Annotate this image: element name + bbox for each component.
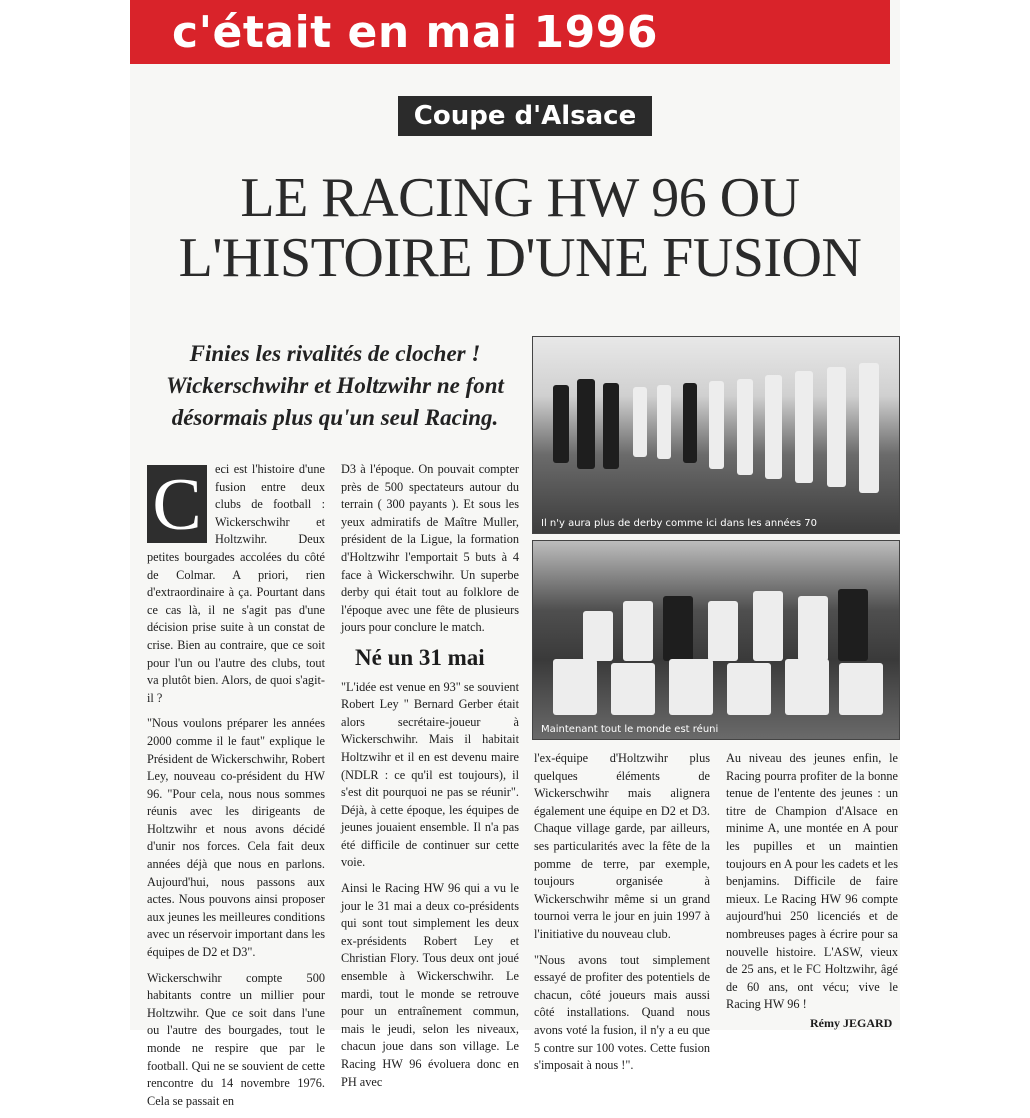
headline-line-1: LE RACING HW 96 OU — [240, 167, 800, 229]
paragraph: D3 à l'époque. On pouvait compter près de 500 spectateurs autour du terrain ( 300 payants ). Et sous les yeux admiratifs de Maître Muller, président de la Ligue, la formation d'Holtzwihr l'emportait 5 buts à 4 face à Wickerschwihr. Un superbe derby qui était tout au folklore de l'époque avec une fête de plusieurs jours pour conclure le match. — [341, 462, 519, 635]
player-figure — [683, 383, 697, 463]
deck-line-1: Finies les rivalités de clocher ! — [189, 341, 481, 366]
paragraph: Au niveau des jeunes enfin, le Racing pourra profiter de la bonne tenue de l'entente des jeunes : un titre de Champion d'Alsace en minime A, une montée en A pour les pupilles et un maintien toujours en A pour les cadets et les benjamins. Difficile de faire mieux. Le Racing HW 96 compte aujourd'hui 250 licenciés et de nombreuses pages à écrire pour sa nouvelle histoire. L'ASW, vieux de 25 ans, et le FC Holtzwihr, âgé de 60 ans, ont vécu; vive le Racing HW 96 ! — [726, 751, 898, 1012]
player-figure — [663, 596, 693, 661]
player-figure — [765, 375, 782, 479]
article-column-1 — [147, 461, 325, 1118]
player-figure — [798, 596, 828, 661]
paragraph-text: eci est l'histoire d'une fusion entre deux clubs de football : Wickerschwihr et Holtzwihr. Deux petites bourgades accolées du côté de Colmar. A priori, rien d'extraordinaire à ça. Pourtant dans ce cas là, il ne s'agit pas d'une décision prise suite à un constat de crise. Bien au contraire, que ce soit pour l'un ou l'autre des clubs, tout va plutôt bien. Alors, de quoi s'agit-il ? — [147, 462, 325, 705]
photo-caption: Il n'y aura plus de derby comme ici dans les années 70 — [541, 518, 817, 529]
player-figure — [859, 363, 879, 493]
banner-text: c'était en mai 1996 — [172, 6, 658, 58]
player-figure — [553, 385, 569, 463]
paragraph — [147, 461, 325, 707]
paragraph: "Nous avons tout simplement essayé de profiter des potentiels de chacun, côté joueurs mais aussi côté installations. Quand nous avons voté la fusion, il n'y a eu que 5 contre sur 100 votes. Cette fusion s'imposait à nous !". — [534, 952, 710, 1073]
player-figure — [577, 379, 595, 469]
headline — [140, 168, 900, 288]
player-figure — [838, 589, 868, 661]
team-photo — [532, 540, 900, 740]
player-figure — [583, 611, 613, 661]
player-figure — [669, 659, 713, 715]
headline-line-2: L'HISTOIRE D'UNE FUSION — [178, 227, 862, 289]
player-figure — [633, 387, 647, 457]
drop-cap: C — [147, 465, 207, 543]
article-column-3 — [534, 750, 710, 1083]
player-figure — [795, 371, 813, 483]
player-figure — [708, 601, 738, 661]
player-figure — [623, 601, 653, 661]
author-signature: Rémy JEGARD — [810, 1016, 893, 1030]
section-kicker: Coupe d'Alsace — [398, 96, 652, 136]
article-column-2 — [341, 461, 519, 1099]
player-figure — [737, 379, 753, 475]
paragraph: "Nous voulons préparer les années 2000 comme il le faut" explique le Président de Wickerschwihr, Robert Ley, nouveau co-président du HW 96. "Pour cela, nous nous sommes réunis avec les dirigeants de Holtzwihr et nous avons décidé d'unir nos forces. Cela fait deux années déjà que nous en parlons. Aujourd'hui, nous passons aux actes. Nous pouvons ainsi proposer aux jeunes les meilleures conditions avec un réservoir important dans les équipes de D2 et D3". — [147, 716, 325, 960]
article-column-4 — [726, 750, 898, 1022]
player-figure — [553, 659, 597, 715]
deck-line-2: Wickerschwihr et Holtzwihr ne font — [166, 373, 504, 398]
player-figure — [611, 663, 655, 715]
player-figure — [709, 381, 724, 469]
derby-photo — [532, 336, 900, 534]
paragraph: l'ex-équipe d'Holtzwihr plus quelques éléments de Wickerschwihr mais alignera également une équipe en D2 et D3. Chaque village garde, par ailleurs, ses particularités avec la fête de la pomme de terre, par exemple, toujours organisée à Wickerschwihr même si un grand tournoi verra le jour en juin 1997 à l'initiative du nouveau club. — [534, 751, 710, 941]
date-banner — [130, 0, 890, 64]
paragraph: "L'idée est venue en 93" se souvient Robert Ley " Bernard Gerber était alors secrétaire-joueur à Wickerschwihr. Mais il habitait Holtzwihr et il en est devenu maire (NDLR : ce qu'il est toujours), il s'est dit pourquoi ne pas se réunir". Déjà, à cette époque, les équipes de jeunes jouaient ensemble. Il n'a pas été difficile de continuer sur cette voie. — [341, 679, 519, 870]
player-figure — [785, 659, 829, 715]
player-figure — [839, 663, 883, 715]
paragraph: Ainsi le Racing HW 96 qui a vu le jour le 31 mai a deux co-présidents qui sont tout simplement les deux ex-présidents Robert Ley et Christian Flory. Tous deux ont joué ensemble à Wickerschwihr. Le mardi, tout le monde se retrouve pour un entraînement commun, mais le jeudi, selon les niveaux, chacun joue dans son village. Le Racing HW 96 évoluera donc en PH avec — [341, 881, 519, 1089]
player-figure — [603, 383, 619, 469]
player-figure — [727, 663, 771, 715]
subheading: Né un 31 mai — [355, 644, 485, 670]
deck — [150, 338, 520, 434]
player-figure — [657, 385, 671, 459]
paragraph: Wickerschwihr compte 500 habitants contre un millier pour Holtzwihr. Que ce soit dans l'une ou l'autre des bourgades, tout le monde ne respire que par le football. Qui ne se souvient de cette rencontre du 14 novembre 1976. Cela se passait en — [147, 970, 325, 1108]
player-figure — [753, 591, 783, 661]
deck-line-3: désormais plus qu'un seul Racing. — [171, 405, 499, 430]
photo-caption: Maintenant tout le monde est réuni — [541, 724, 719, 735]
player-figure — [827, 367, 846, 487]
